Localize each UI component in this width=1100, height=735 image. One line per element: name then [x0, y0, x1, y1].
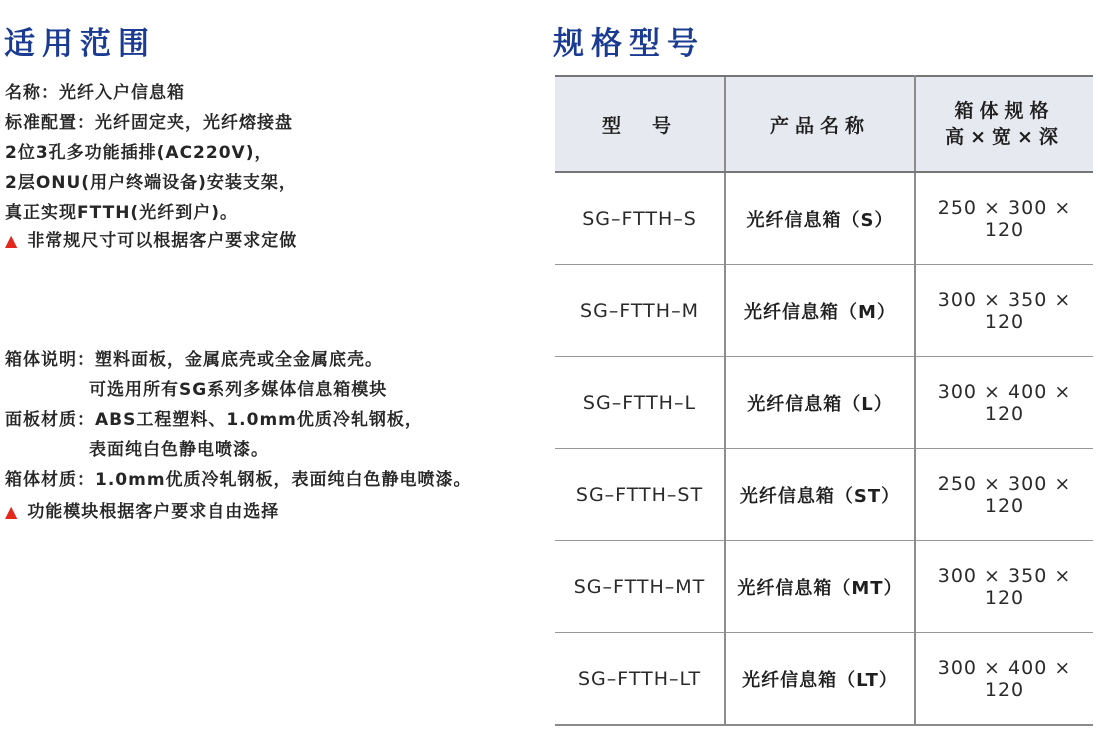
table-row — [555, 357, 1093, 449]
model-cell: SG–FTTH–LT — [555, 633, 725, 726]
material-line: 可选用所有SG系列多媒体信息箱模块 — [89, 380, 388, 400]
spec-cell: 300 × 400 × 120 — [915, 633, 1093, 726]
model-cell: SG–FTTH–M — [555, 265, 725, 357]
custom-size-note — [5, 229, 297, 253]
section-title-application-scope: 适用范围 — [4, 26, 156, 62]
material-line: 面板材质：ABS工程塑料、1.0mm优质冷轧钢板， — [5, 410, 423, 430]
custom-size-note-text: 非常规尺寸可以根据客户要求定做 — [27, 231, 298, 251]
description-line: 2位3孔多功能插排(AC220V)， — [5, 143, 273, 163]
table-row — [555, 172, 1093, 265]
product-name-cell: 光纤信息箱（ST） — [725, 449, 915, 541]
spec-table-header-row — [555, 76, 1093, 172]
table-row — [555, 265, 1093, 357]
model-cell: SG–FTTH–L — [555, 357, 725, 449]
triangle-marker-icon: ▲ — [5, 502, 19, 521]
description-line: 2层ONU(用户终端设备)安装支架， — [5, 173, 297, 193]
product-description-block — [5, 78, 297, 228]
material-line: 表面纯白色静电喷漆。 — [89, 440, 269, 460]
product-name-cell: 光纤信息箱（M） — [725, 265, 915, 357]
table-row — [555, 633, 1093, 726]
spec-cell: 300 × 400 × 120 — [915, 357, 1093, 449]
product-name-cell: 光纤信息箱（MT） — [725, 541, 915, 633]
table-row — [555, 449, 1093, 541]
spec-cell: 250 × 300 × 120 — [915, 172, 1093, 265]
triangle-marker-icon: ▲ — [5, 231, 19, 250]
col-header-box-spec — [915, 76, 1093, 172]
spec-cell: 300 × 350 × 120 — [915, 541, 1093, 633]
description-line: 标准配置：光纤固定夹，光纤熔接盘 — [5, 113, 293, 133]
col-header-model: 型 号 — [555, 76, 725, 172]
table-row — [555, 541, 1093, 633]
product-name-cell: 光纤信息箱（L） — [725, 357, 915, 449]
material-line: 箱体材质：1.0mm优质冷轧钢板，表面纯白色静电喷漆。 — [5, 470, 472, 490]
section-title-spec-models: 规格型号 — [553, 26, 705, 62]
product-name-cell: 光纤信息箱（LT） — [725, 633, 915, 726]
module-selection-note — [5, 500, 279, 524]
spec-cell: 250 × 300 × 120 — [915, 449, 1093, 541]
model-cell: SG–FTTH–S — [555, 172, 725, 265]
spec-cell: 300 × 350 × 120 — [915, 265, 1093, 357]
material-line: 箱体说明：塑料面板，金属底壳或全金属底壳。 — [5, 350, 383, 370]
model-cell: SG–FTTH–ST — [555, 449, 725, 541]
spec-table — [555, 75, 1093, 726]
product-name-cell: 光纤信息箱（S） — [725, 172, 915, 265]
col-header-box-spec-line1: 箱体规格 — [954, 100, 1055, 122]
col-header-product-name: 产品名称 — [725, 76, 915, 172]
description-line: 真正实现FTTH(光纤到户)。 — [5, 203, 238, 223]
material-description-block — [5, 345, 472, 495]
model-cell: SG–FTTH–MT — [555, 541, 725, 633]
col-header-box-spec-line2: 高×宽×深 — [945, 126, 1064, 148]
module-selection-note-text: 功能模块根据客户要求自由选择 — [27, 502, 280, 522]
description-line: 名称：光纤入户信息箱 — [5, 83, 185, 103]
